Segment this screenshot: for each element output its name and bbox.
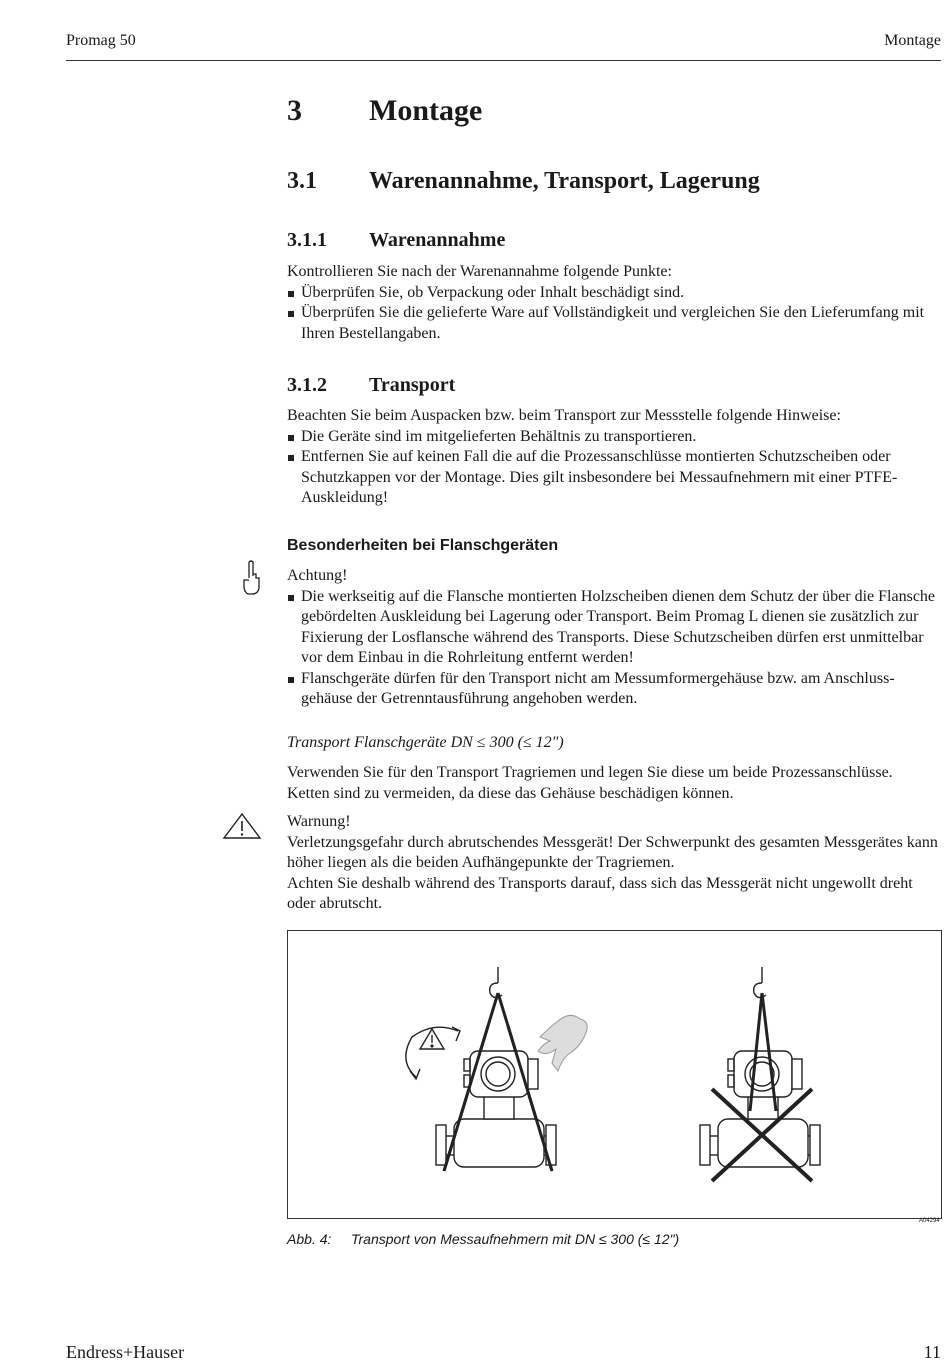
transport-list	[287, 427, 939, 509]
crane-hook-icon	[754, 983, 766, 998]
warenannahme-body	[287, 262, 939, 344]
caption-text: Transport von Messaufnehmern mit DN ≤ 300 (≤ 12")	[351, 1231, 680, 1247]
header-rule	[66, 60, 941, 61]
transport-intro: Beachten Sie beim Auspacken bzw. beim Transport zur Messstelle folgende Hinweise:	[287, 407, 841, 424]
section-title	[287, 168, 760, 195]
warning-triangle-icon	[222, 812, 262, 840]
warenannahme-intro: Kontrollieren Sie nach der Warenannahme folgende Punkte:	[287, 263, 672, 280]
subsection-transport	[287, 374, 455, 397]
chapter-title	[287, 94, 482, 128]
transport-dn-title: Transport Flanschgeräte DN ≤ 300 (≤ 12")	[287, 734, 564, 751]
subsection-title-text: Transport	[369, 374, 456, 396]
section-title-text: Warenannahme, Transport, Lagerung	[369, 168, 760, 194]
subsection-number: 3.1.1	[287, 229, 327, 251]
list-item: Entfernen Sie auf keinen Fall die auf die Prozessanschlüsse montierten Schutzscheiben oder Schutzkappen vor der Montage. Dies gilt insbesondere bei Messaufnehmern mit einer PTFE-Auskleidung!	[287, 447, 939, 509]
page-number: 11	[923, 1342, 941, 1362]
warning-body	[287, 812, 939, 915]
transport-body	[287, 406, 939, 509]
transport-dn-text: Verwenden Sie für den Transport Tragriemen und legen Sie diese um beide Prozessanschlüsse. Ketten sind zu vermeiden, da diese das Gehäuse beschädigen können.	[287, 764, 893, 802]
list-item: Überprüfen Sie die gelieferte Ware auf Vollständigkeit und vergleichen Sie den Lieferumfang mit Ihren Bestellangaben.	[287, 303, 939, 344]
warenannahme-list	[287, 283, 939, 345]
flange-heading: Besonderheiten bei Flanschgeräten	[287, 537, 559, 554]
lifting-correct	[406, 967, 587, 1171]
header-chapter: Montage	[884, 32, 941, 49]
figure-caption	[287, 1231, 679, 1247]
hand-icon	[538, 1015, 587, 1071]
list-item: Die Geräte sind im mitgelieferten Behältnis zu transportieren.	[287, 427, 939, 448]
warning-text-2: Achten Sie deshalb während des Transports darauf, dass sich das Messgerät nicht ungewollt dreht oder abrutscht.	[287, 874, 913, 912]
list-item: Überprüfen Sie, ob Verpackung oder Inhalt beschädigt sind.	[287, 283, 939, 304]
caption-label: Abb. 4:	[287, 1231, 332, 1247]
chapter-title-text: Montage	[369, 94, 483, 127]
warning-label: Warnung!	[287, 813, 351, 830]
list-item: Flanschgeräte dürfen für den Transport nicht am Messumformergehäuse bzw. am Anschluss-gehäuse der Getrenntausführung angehoben werden.	[287, 669, 939, 710]
lifting-wrong	[700, 967, 820, 1181]
flange-body	[287, 566, 939, 710]
subsection-title-text: Warenannahme	[369, 229, 506, 251]
header-product: Promag 50	[66, 32, 136, 49]
subsection-warenannahme	[287, 229, 505, 252]
subsection-number: 3.1.2	[287, 374, 327, 396]
flange-list	[287, 587, 939, 710]
list-item: Die werkseitig auf die Flansche montierten Holzscheiben dienen dem Schutz der über die Flansche gebördelten Auskleidung bei Lagerung oder Transport. Beim Promag L dienen sie zusätzlich zur Fixierung der Losflansche während des Transports. Diese Schutzscheiben dürfen erst unmittelbar vor dem Einbau in die Rohrleitung entfernt werden!	[287, 587, 939, 669]
warning-text: Verletzungsgefahr durch abrutschendes Messgerät! Der Schwerpunkt des gesamten Messgerätes kann höher liegen als die beiden Aufhängepunkte der Tragriemen.	[287, 833, 938, 871]
footer-brand: Endress+Hauser	[66, 1342, 185, 1362]
section-number: 3.1	[287, 168, 317, 194]
hand-caution-icon	[240, 560, 264, 596]
figure-frame	[287, 930, 942, 1219]
chapter-number: 3	[287, 94, 302, 127]
caution-label: Achtung!	[287, 567, 348, 584]
figure-code: A04294	[919, 1218, 940, 1224]
transport-illustration	[288, 931, 941, 1218]
